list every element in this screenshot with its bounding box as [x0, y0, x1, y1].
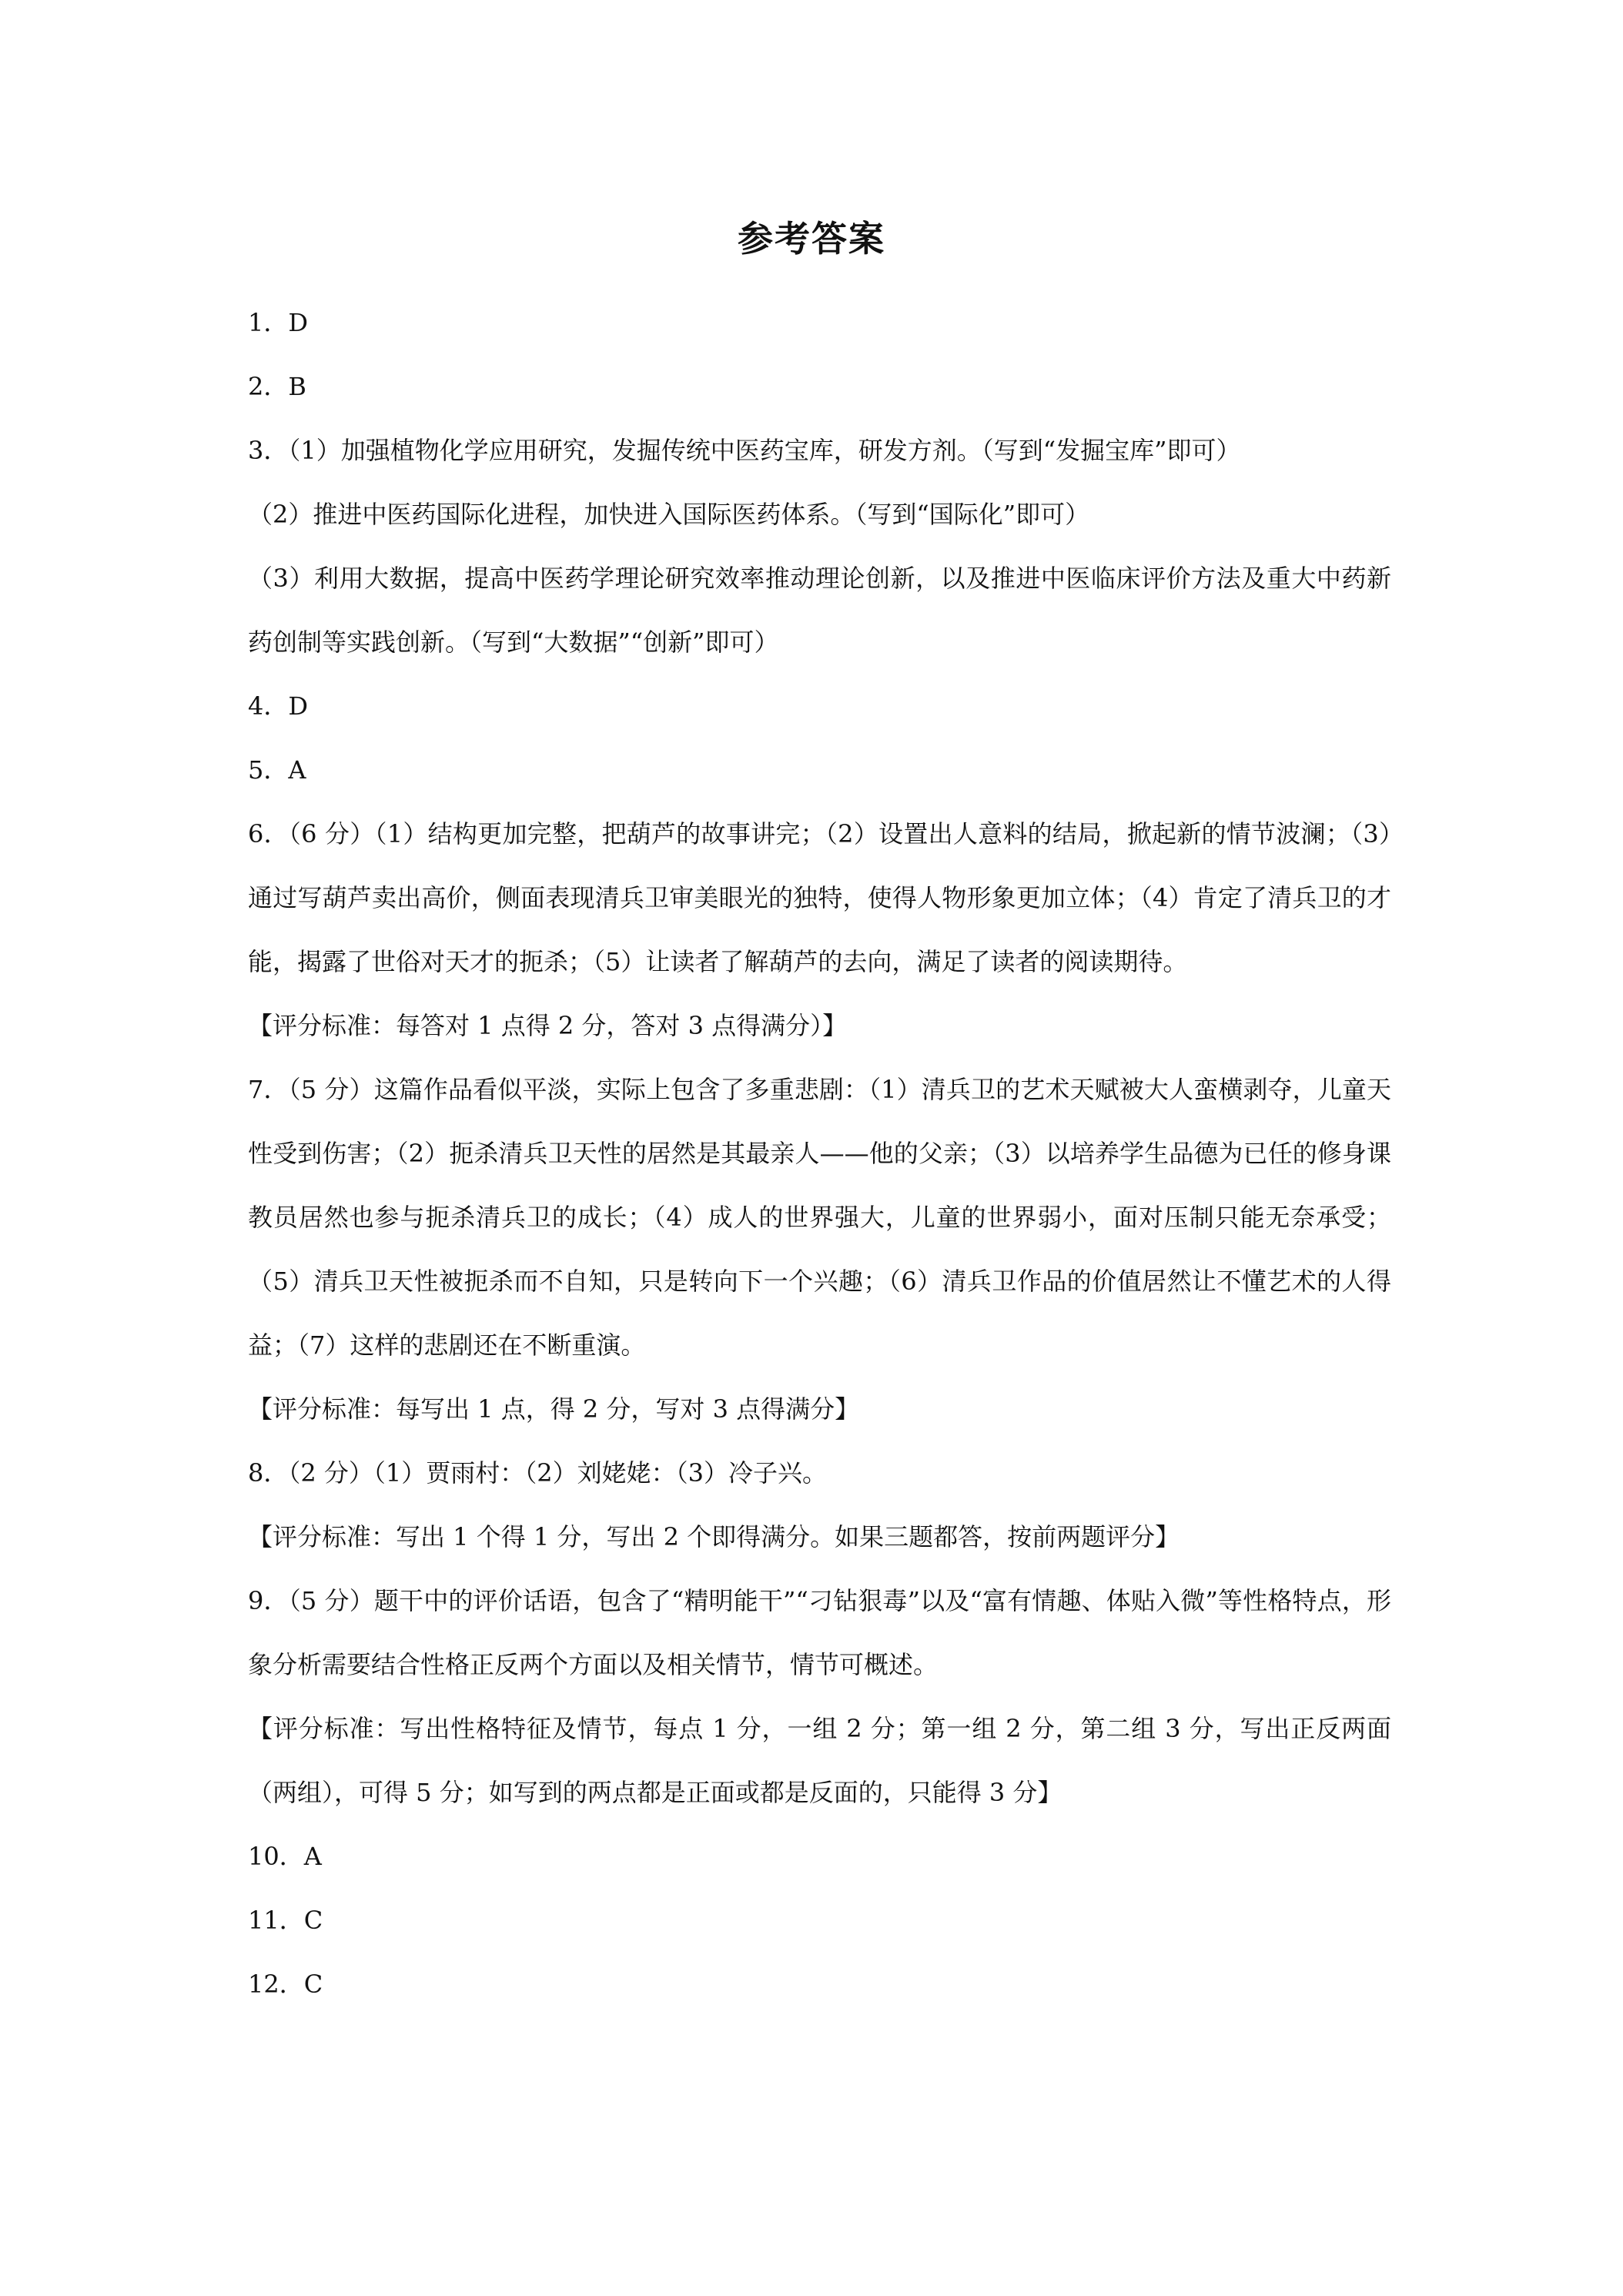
- answer-1: 1．D: [248, 308, 309, 337]
- answer-9: 9．（5 分）题干中的评价话语，包含了“精明能干”“刁钻狠毒”以及“富有情趣、体贴入微”等性格特点，形象分析需要结合性格正反两个方面以及相关情节，情节可概述。: [248, 1586, 1391, 1679]
- answer-5: 5．A: [248, 755, 306, 785]
- answer-3-part-2: （2）推进中医药国际化进程，加快进入国际医药体系。（写到“国际化”即可）: [248, 500, 1090, 529]
- answer-8: 8．（2 分）（1）贾雨村：（2）刘姥姥：（3）冷子兴。: [248, 1458, 827, 1488]
- answer-9-scoring: 【评分标准：写出性格特征及情节，每点 1 分，一组 2 分；第一组 2 分，第二组 3 分，写出正反两面（两组），可得 5 分；如写到的两点都是正面或都是反面的，只能得 3 分】: [248, 1714, 1391, 1807]
- answer-3-part-1: 3．（1）加强植物化学应用研究，发掘传统中医药宝库，研发方剂。（写到“发掘宝库”即可）: [248, 436, 1241, 465]
- answer-4: 4．D: [248, 691, 309, 721]
- answer-list: [248, 291, 1391, 2017]
- answer-7-scoring: 【评分标准：每写出 1 点，得 2 分，写对 3 点得满分】: [248, 1394, 860, 1424]
- answer-8-scoring: 【评分标准：写出 1 个得 1 分，写出 2 个即得满分。如果三题都答，按前两题评分】: [248, 1522, 1180, 1551]
- answer-6: 6．（6 分）（1）结构更加完整，把葫芦的故事讲完；（2）设置出人意料的结局，掀起新的情节波澜；（3）通过写葫芦卖出高价，侧面表现清兵卫审美眼光的独特，使得人物形象更加立体；（4）肯定了清兵卫的才能，揭露了世俗对天才的扼杀；（5）让读者了解葫芦的去向，满足了读者的阅读期待。: [248, 819, 1391, 976]
- answer-2: 2．B: [248, 372, 306, 401]
- answer-3-part-3: （3）利用大数据，提高中医药学理论研究效率推动理论创新，以及推进中医临床评价方法及重大中药新药创制等实践创新。（写到“大数据”“创新”即可）: [248, 564, 1391, 657]
- answer-10: 10．A: [248, 1842, 322, 1871]
- answer-11: 11．C: [248, 1906, 323, 1935]
- answer-6-scoring: 【评分标准：每答对 1 点得 2 分，答对 3 点得满分）】: [248, 1011, 848, 1040]
- answer-7: 7．（5 分）这篇作品看似平淡，实际上包含了多重悲剧：（1）清兵卫的艺术天赋被大人蛮横剥夺，儿童天性受到伤害；（2）扼杀清兵卫天性的居然是其最亲人——他的父亲；（3）以培养学生品德为已任的修身课教员居然也参与扼杀清兵卫的成长；（4）成人的世界强大，儿童的世界弱小，面对压制只能无奈承受；（5）清兵卫天性被扼杀而不自知，只是转向下一个兴趣；（6）清兵卫作品的价值居然让不懂艺术的人得益；（7）这样的悲剧还在不断重演。: [248, 1075, 1391, 1360]
- answer-12: 12．C: [248, 1970, 323, 1999]
- page-title: 参考答案: [738, 218, 885, 259]
